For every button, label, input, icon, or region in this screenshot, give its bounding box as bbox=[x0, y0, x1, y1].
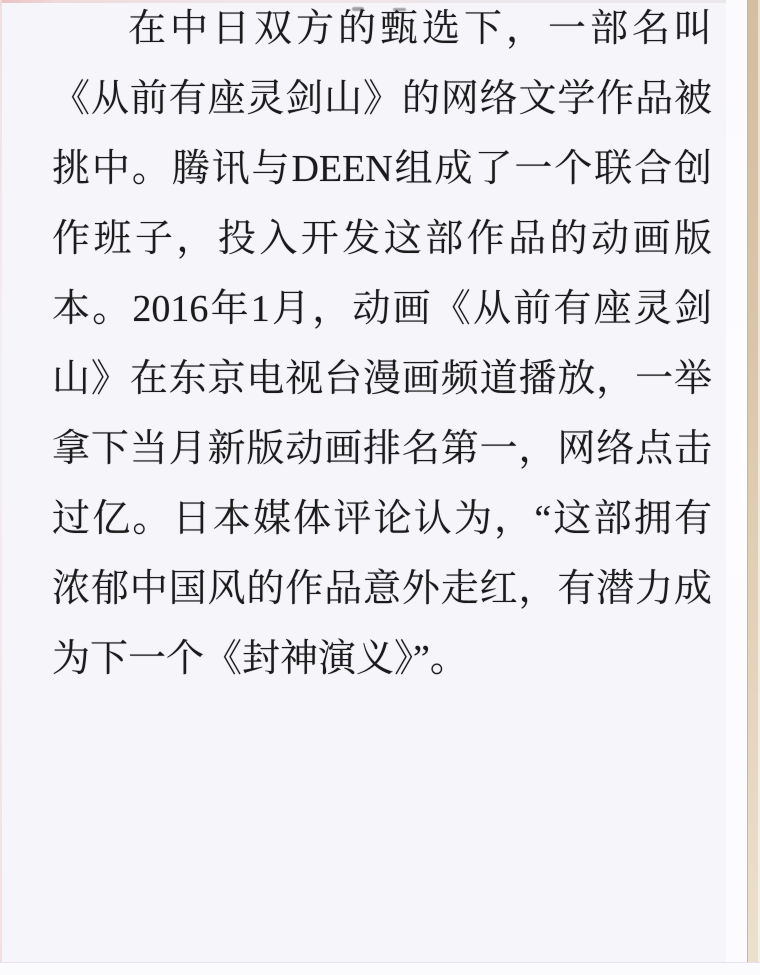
text-line: 《从前有座灵剑山》的网络文学作品被 bbox=[52, 78, 712, 120]
text-line: 挑中。腾讯与DEEN组成了一个联合创 bbox=[52, 148, 712, 190]
text-line: 过亿。日本媒体评论认为，“这部拥有 bbox=[52, 498, 712, 540]
book-page-edge-band bbox=[747, 0, 760, 975]
paragraph bbox=[52, 0, 712, 694]
text-line: 拿下当月新版动画排名第一，网络点击 bbox=[52, 428, 712, 470]
text-line: 为下一个《封神演义》”。 bbox=[52, 638, 468, 680]
text-line: 作班子，投入开发这部作品的动画版 bbox=[52, 218, 712, 260]
page-margin-strip bbox=[726, 0, 748, 975]
text-line: 在中日双方的甄选下，一部名叫 bbox=[128, 8, 712, 50]
text-line: 浓郁中国风的作品意外走红，有潜力成 bbox=[52, 568, 712, 610]
page-bottom-edge bbox=[0, 962, 760, 975]
page-left-edge-line bbox=[0, 0, 2, 975]
text-line: 山》在东京电视台漫画频道播放，一举 bbox=[52, 358, 712, 400]
text-line: 本。2016年1月，动画《从前有座灵剑 bbox=[52, 288, 712, 330]
